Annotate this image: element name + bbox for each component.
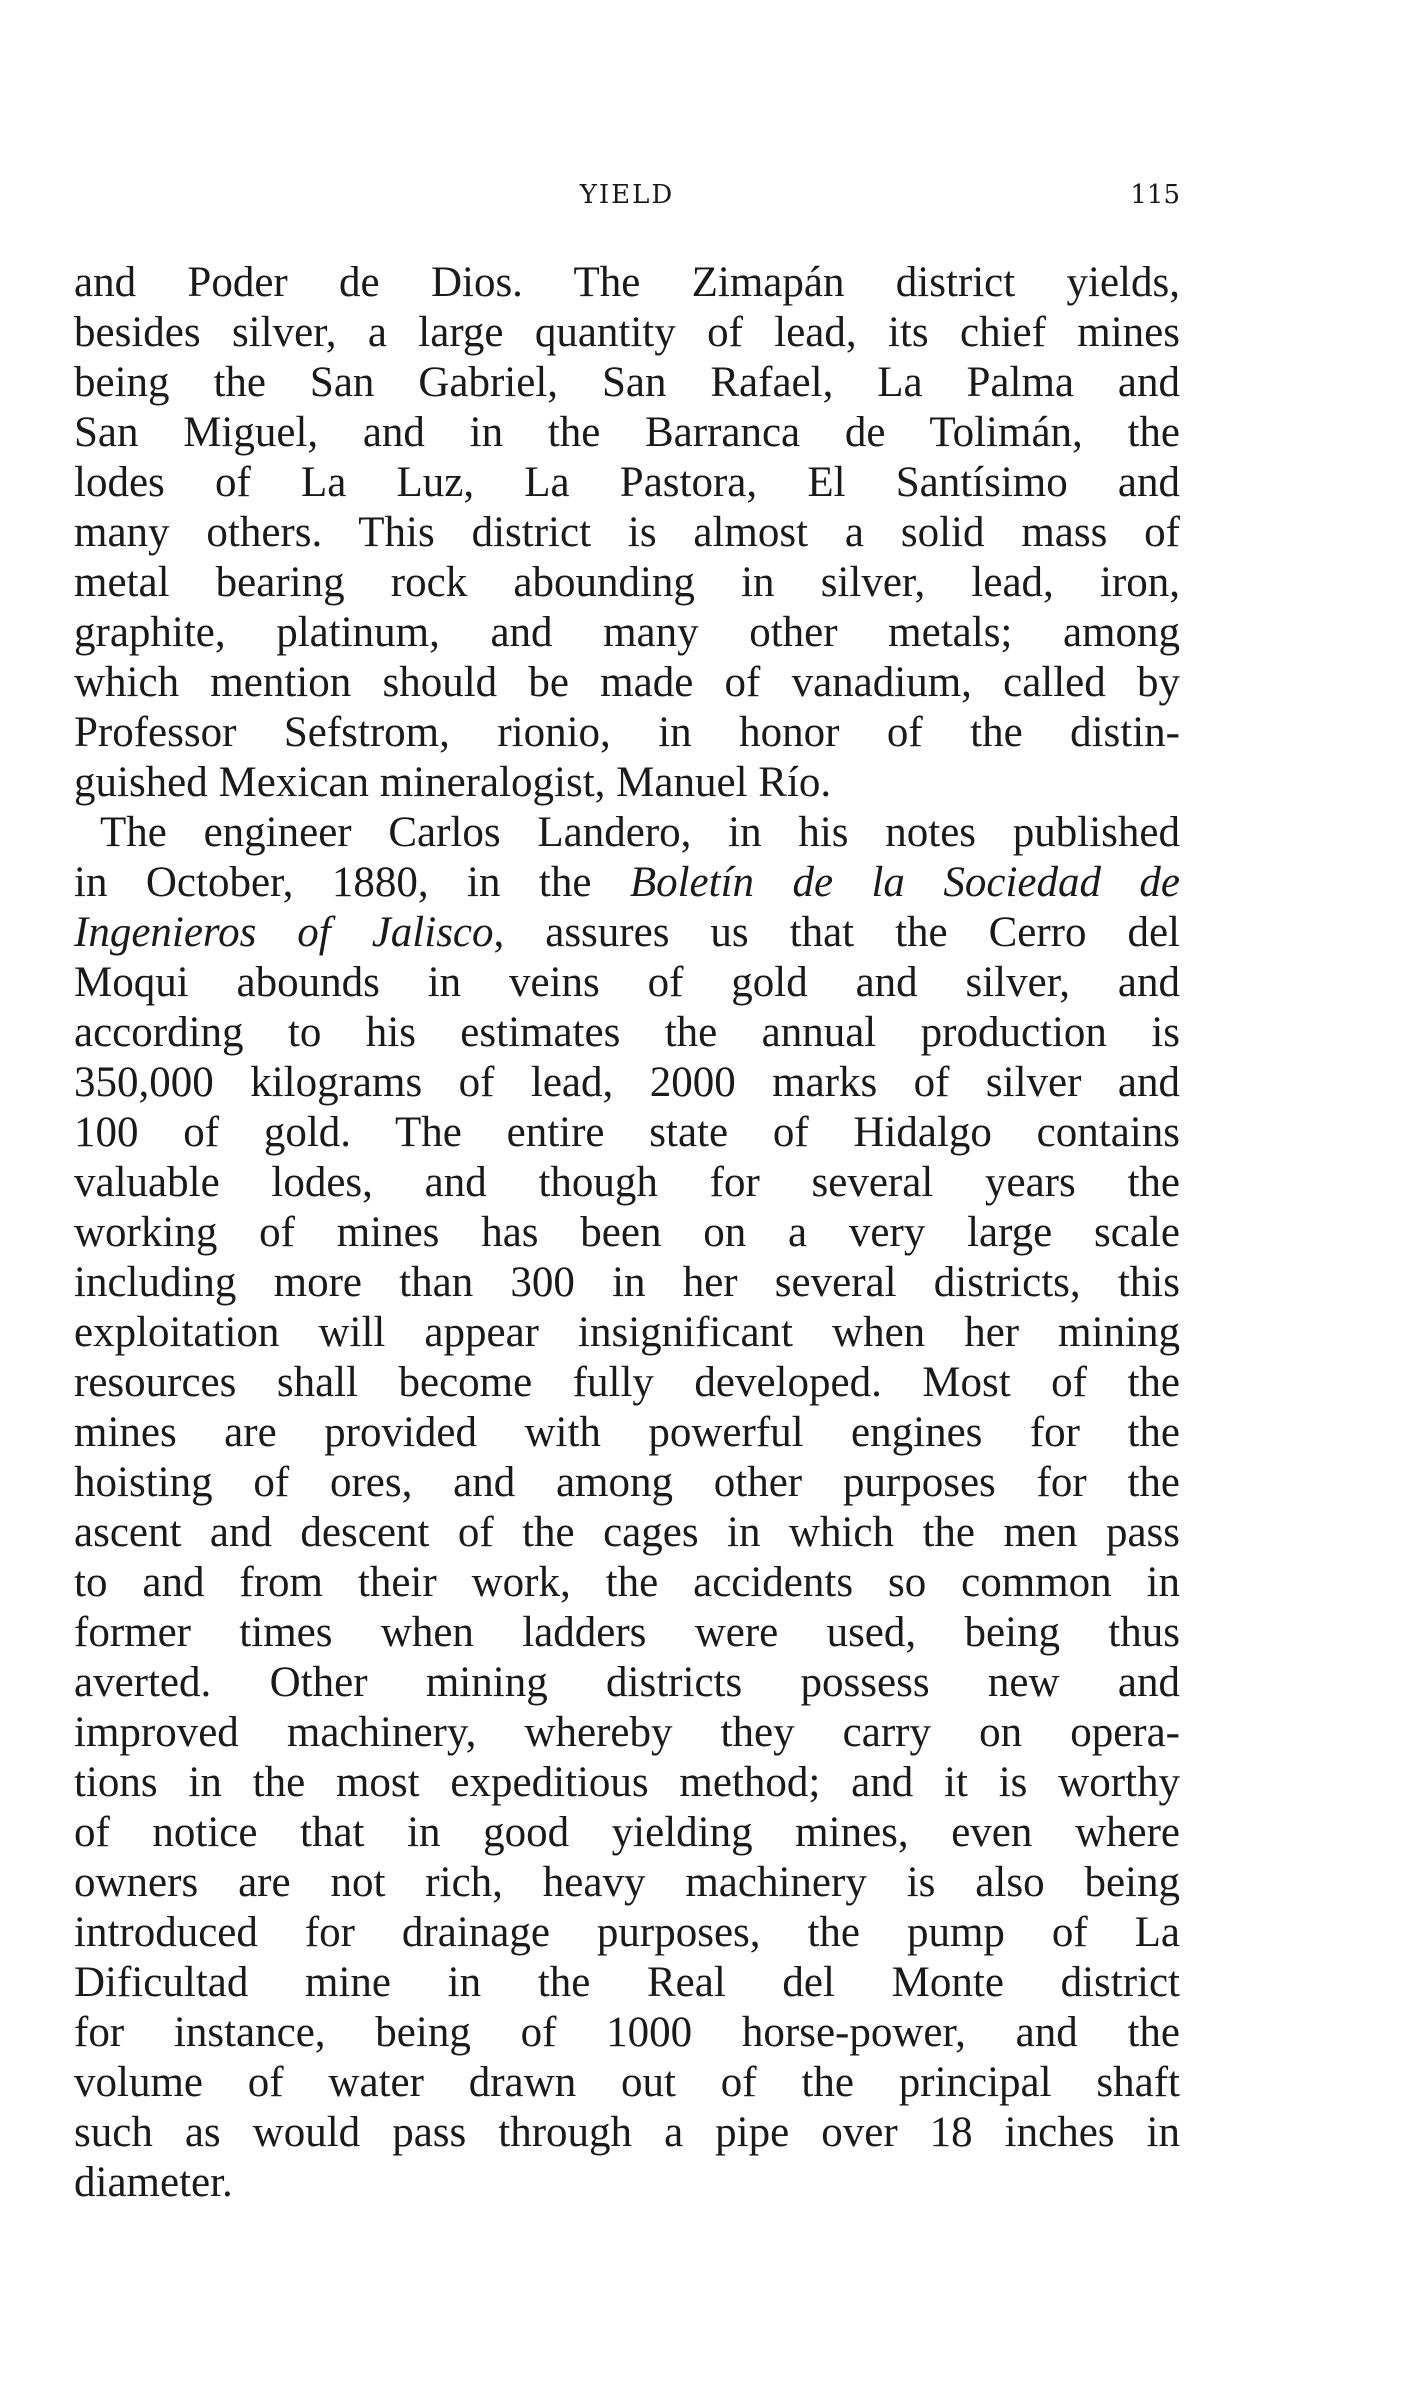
text-line: San Miguel, and in the Barranca de Tolimán, the <box>74 409 1180 456</box>
text-line: 100 of gold. The entire state of Hidalgo contains <box>74 1109 1180 1156</box>
text-line: according to his estimates the annual production is <box>74 1009 1180 1056</box>
text-line: besides silver, a large quantity of lead, its chief mines <box>74 309 1180 356</box>
paragraph-1 <box>74 258 1180 808</box>
page-number: 115 <box>1130 180 1180 210</box>
text-line: exploitation will appear insignificant when her mining <box>74 1309 1180 1356</box>
text-line: and Poder de Dios. The Zimapán district yields, <box>74 259 1180 306</box>
text-line: volume of water drawn out of the principal shaft <box>74 2059 1180 2106</box>
text-line: working of mines has been on a very large scale <box>74 1209 1180 1256</box>
text-line: Dificultad mine in the Real del Monte district <box>74 1959 1180 2006</box>
text-line: ascent and descent of the cages in which the men pass <box>74 1509 1180 1556</box>
text-line: mines are provided with powerful engines for the <box>74 1409 1180 1456</box>
text-line: valuable lodes, and though for several years the <box>74 1159 1180 1206</box>
text-line: Professor Sefstrom, rionio, in honor of the distin- <box>74 709 1180 756</box>
text-line: metal bearing rock abounding in silver, lead, iron, <box>74 559 1180 606</box>
text-line <box>74 858 1180 908</box>
text-line: hoisting of ores, and among other purposes for the <box>74 1459 1180 1506</box>
text-line: to and from their work, the accidents so common in <box>74 1559 1180 1606</box>
text-line: such as would pass through a pipe over 18 inches in <box>74 2109 1180 2156</box>
text-line: of notice that in good yielding mines, even where <box>74 1809 1180 1856</box>
text-line: 350,000 kilograms of lead, 2000 marks of silver and <box>74 1059 1180 1106</box>
running-title: YIELD <box>579 180 675 210</box>
journal-title: Ingenieros of Jalisco <box>74 909 494 956</box>
text-fragment: in October, 1880, in the <box>74 859 630 906</box>
text-line: lodes of La Luz, La Pastora, El Santísimo and <box>74 459 1180 506</box>
body-text <box>74 258 1180 2208</box>
journal-title: Boletín de la Sociedad de <box>629 859 1180 906</box>
text-line: diameter. <box>74 2159 233 2206</box>
text-line: graphite, platinum, and many other metals; among <box>74 609 1180 656</box>
text-line: tions in the most expeditious method; and it is worthy <box>74 1759 1180 1806</box>
text-line: averted. Other mining districts possess new and <box>74 1659 1180 1706</box>
text-fragment: , assures us that the Cerro del <box>493 909 1180 956</box>
text-line: many others. This district is almost a solid mass of <box>74 509 1180 556</box>
text-line: The engineer Carlos Landero, in his notes published <box>100 809 1180 856</box>
paragraph-2 <box>74 808 1180 2208</box>
text-line: which mention should be made of vanadium, called by <box>74 659 1180 706</box>
text-line: including more than 300 in her several districts, this <box>74 1259 1180 1306</box>
text-line: being the San Gabriel, San Rafael, La Palma and <box>74 359 1180 406</box>
text-line: resources shall become fully developed. Most of the <box>74 1359 1180 1406</box>
text-line: for instance, being of 1000 horse-power, and the <box>74 2009 1180 2056</box>
text-line: Moqui abounds in veins of gold and silver, and <box>74 959 1180 1006</box>
text-line: owners are not rich, heavy machinery is also being <box>74 1859 1180 1906</box>
text-line: improved machinery, whereby they carry on opera- <box>74 1709 1180 1756</box>
text-line: guished Mexican mineralogist, Manuel Río. <box>74 759 832 806</box>
running-head <box>74 180 1180 220</box>
text-line <box>74 908 1180 958</box>
text-line: introduced for drainage purposes, the pump of La <box>74 1909 1180 1956</box>
text-line: former times when ladders were used, being thus <box>74 1609 1180 1656</box>
